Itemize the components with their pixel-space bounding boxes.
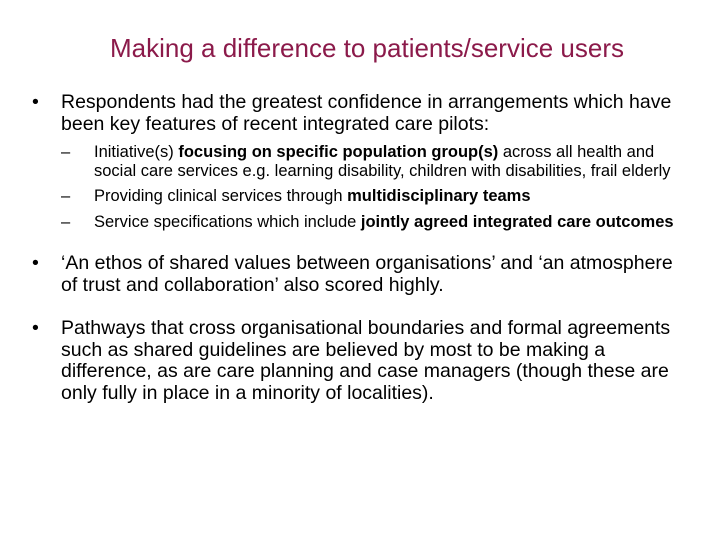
dash-marker: –	[61, 143, 71, 161]
sub-bullet-emphasis: focusing on specific population group(s)	[178, 143, 499, 161]
dash-marker: –	[61, 187, 71, 205]
sub-bullet-emphasis: multidisciplinary teams	[347, 187, 531, 205]
slide-body	[32, 92, 694, 426]
bullet-text: Respondents had the greatest confidence in arrangements which have been key features of recent integrated care pilots:	[61, 91, 672, 135]
sub-bullet-list	[61, 143, 694, 231]
bullet-text: Pathways that cross organisational boundaries and formal agreements such as shared guidelines are believed by most to be making a difference, as are care planning and case managers (though these are only fully in place in a minority of localities).	[61, 317, 671, 404]
bullet-item	[32, 318, 694, 404]
sub-bullet-text: Service specifications which include	[94, 212, 361, 231]
dash-marker: –	[61, 212, 71, 231]
bullet-text: ‘An ethos of shared values between organisations’ and ‘an atmosphere of trust and collaboration’ also scored highly.	[61, 252, 673, 296]
bullet-item	[32, 253, 694, 296]
sub-bullet-emphasis: jointly agreed integrated care outcomes	[360, 212, 674, 231]
bullet-item	[32, 92, 694, 231]
sub-bullet-text: across all health and social care services e.g. learning disability, children with disabilities, frail elderly	[94, 143, 671, 180]
bullet-marker: •	[32, 91, 39, 113]
sub-bullet-item	[61, 213, 694, 232]
sub-bullet-item	[61, 187, 694, 206]
bullet-marker: •	[32, 252, 39, 274]
slide-title	[0, 32, 720, 64]
sub-bullet-text: Initiative(s)	[94, 143, 179, 161]
slide-title-text: Making a difference to patients/service users	[109, 33, 624, 63]
bullet-marker: •	[32, 317, 39, 339]
sub-bullet-text: Providing clinical services through	[94, 187, 348, 205]
sub-bullet-item	[61, 143, 694, 180]
